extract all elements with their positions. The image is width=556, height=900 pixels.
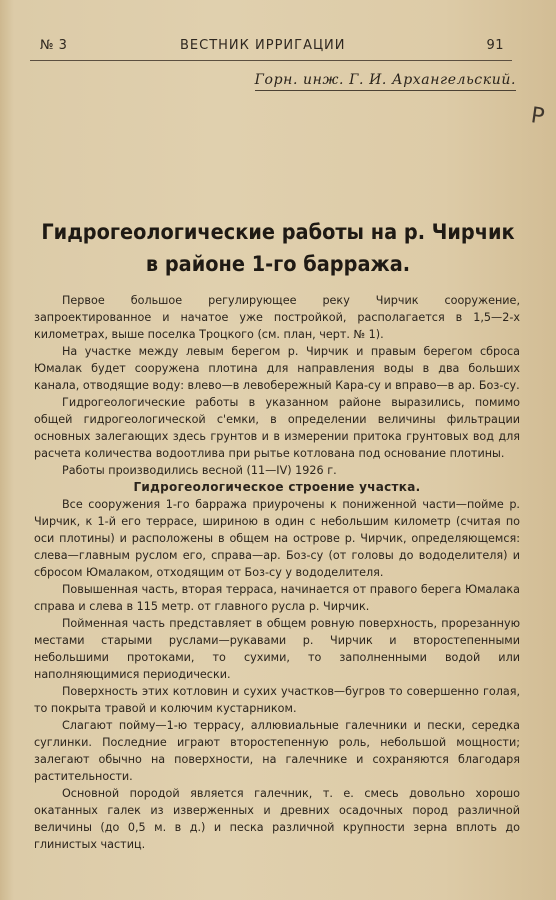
issue-number: № 3 xyxy=(40,38,68,53)
article-author: Горн. инж. Г. И. Архангельский. xyxy=(255,72,516,91)
paragraph-main-2: Повышенная часть, вторая терраса, начинается от правого берега Юмалака справа и слева в 115 метр. от главного русла р. Чирчик. xyxy=(34,583,520,613)
paragraph-main-4: Поверхность этих котловин и сухих участков—бугров то совершенно голая, то покрыта травой и колючим кустарником. xyxy=(34,685,520,715)
paragraph-intro-4: Работы производились весной (11—IV) 1926 г. xyxy=(62,464,337,477)
article-body xyxy=(34,292,520,853)
paragraph-main-6: Основной породой является галечник, т. е. смесь довольно хорошо окатанных галек из изверженных и древних осадочных пород различной величины (до 0,5 м. в д.) и песка различной крупности зерна вплоть до глинистых частиц. xyxy=(34,787,520,851)
paragraph-intro-1: Первое большое регулирующее реку Чирчик сооружение, запроектированное и начатое уже постройкой, располагается в 1,5—2-х километрах, выше поселка Троцкого (см. план, черт. № 1). xyxy=(34,294,520,341)
paragraph-main-1: Все сооружения 1-го барража приурочены к пониженной части—пойме р. Чирчик, к 1-й его террасе, шириною в один с небольшим километр (считая по оси плотины) и расположены в общем на острове р. Чирчик, определяющемся: слева—главным руслом его, справа—ар. Боз-су (от головы до вододелителя) и сбросом Юмалаком, отходящим от Боз-су у вододелителя. xyxy=(34,498,520,579)
handwritten-margin-mark: Р xyxy=(529,103,546,130)
running-head xyxy=(40,38,510,58)
paragraph-intro-3: Гидрогеологические работы в указанном районе выразились, помимо общей гидрогеологической с'емки, в определении величины фильтрации основных залегающих здесь грунтов и в измерении притока грунтовых вод для расчета количества водоотлива при рытье котлована под основание плотины. xyxy=(34,396,520,460)
title-line-2: в районе 1-го барража. xyxy=(145,252,411,276)
header-rule xyxy=(30,60,512,61)
page-number: 91 xyxy=(486,38,504,53)
section-subheading: Гидрогеологическое строение участка. xyxy=(133,480,421,494)
paragraph-main-3: Пойменная часть представляет в общем ровную поверхность, прорезанную местами старыми руслами—рукавами р. Чирчик и второстепенными небольшими протоками, то сухими, то заполненными водой или наполняющимися периодически. xyxy=(34,617,520,681)
article-title xyxy=(41,216,516,280)
paragraph-intro-2: На участке между левым берегом р. Чирчик и правым берегом сброса Юмалак будет сооружена плотина для направления воды в два больших канала, отводящие воду: влево—в левобережный Кара-су и вправо—в ар. Боз-су. xyxy=(34,345,520,392)
paragraph-main-5: Слагают пойму—1-ю террасу, аллювиальные галечники и пески, середка суглинки. Последние играют второстепенную роль, небольшой мощности; залегают обычно на поверхности, на галечнике и сохраняются благодаря растительности. xyxy=(34,719,520,783)
title-line-1: Гидрогеологические работы на р. Чирчик xyxy=(41,220,515,244)
journal-title: ВЕСТНИК ИРРИГАЦИИ xyxy=(180,38,346,53)
